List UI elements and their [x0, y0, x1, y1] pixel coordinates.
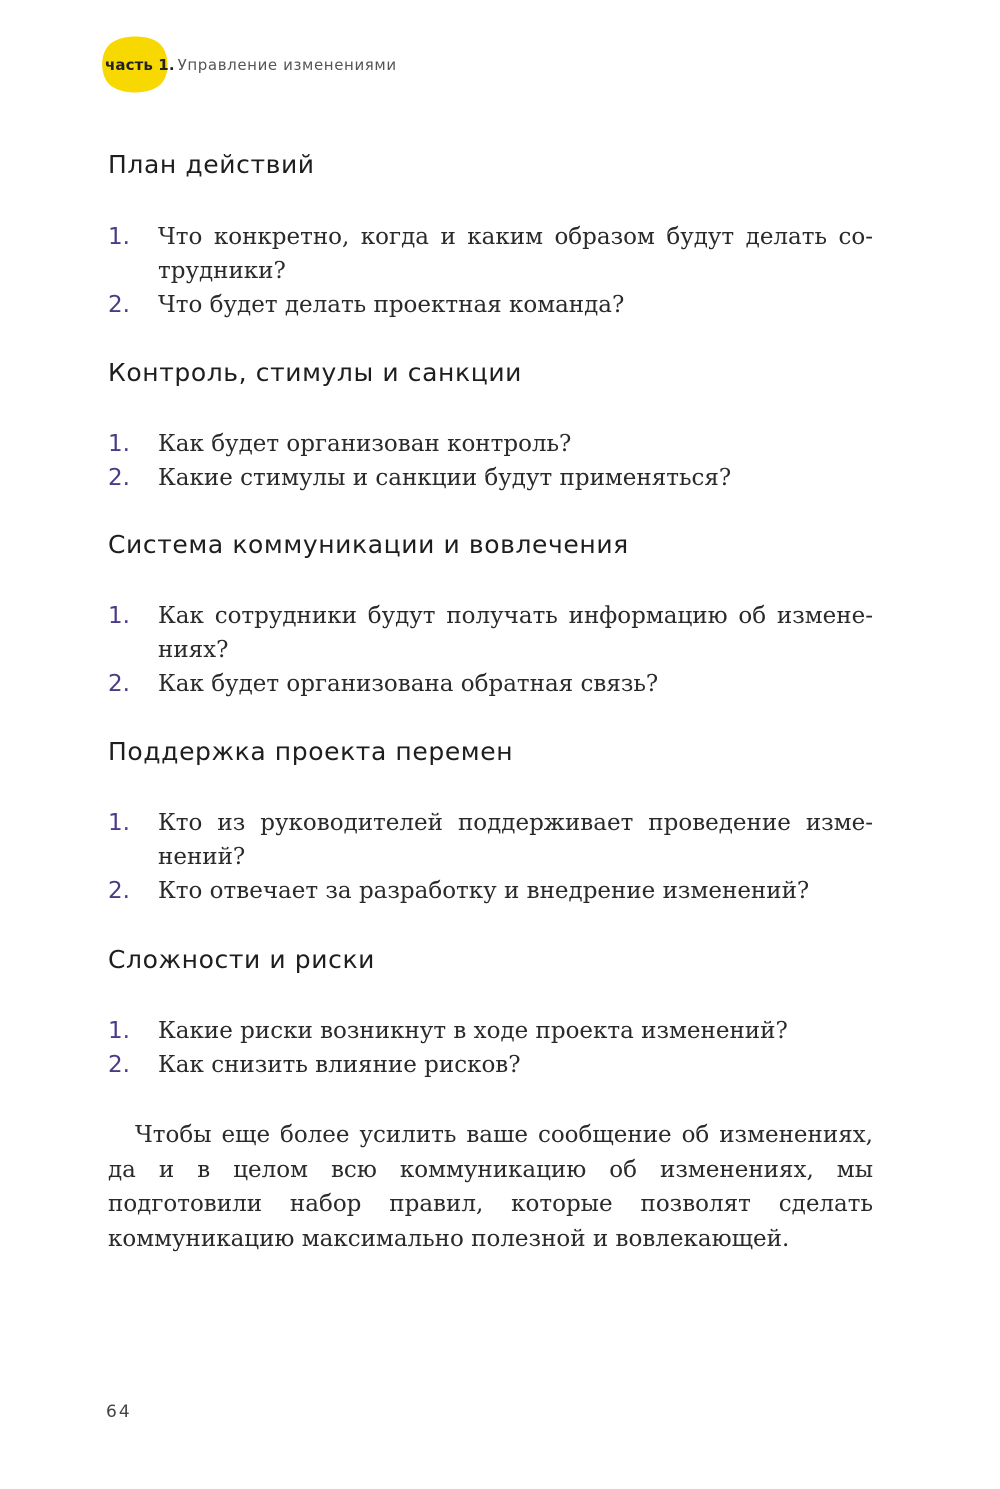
- chapter-title: Управление изменениями: [177, 56, 397, 74]
- list-item: [108, 667, 873, 701]
- list-item: [108, 427, 873, 461]
- section-communication: [108, 530, 873, 697]
- list-item: [108, 1048, 873, 1082]
- list-number: 1.: [108, 431, 130, 457]
- list-text: Как будет организован контроль?: [158, 431, 572, 457]
- section-heading: Система коммуникации и вовлечения: [108, 530, 629, 559]
- list-text: Какие риски возникнут в ходе проекта изменений?: [158, 1018, 788, 1044]
- list-item: [108, 288, 873, 322]
- list-number: 2.: [108, 671, 130, 697]
- question-list: [108, 427, 873, 495]
- section-control: [108, 358, 873, 491]
- section-action-plan: [108, 150, 873, 318]
- section-risks: [108, 945, 873, 1078]
- list-item: [108, 220, 873, 288]
- section-heading: План действий: [108, 150, 315, 179]
- list-number: 2.: [108, 292, 130, 318]
- list-text: Кто из руководителей поддерживает проведение изменений?: [158, 810, 873, 870]
- list-item: [108, 806, 873, 874]
- question-list: [108, 806, 873, 908]
- list-text: Как будет организована обратная связь?: [158, 671, 659, 697]
- list-text: Какие стимулы и санкции будут применяться?: [158, 465, 732, 491]
- section-heading: Сложности и риски: [108, 945, 375, 974]
- question-list: [108, 599, 873, 701]
- list-item: [108, 599, 873, 667]
- list-number: 2.: [108, 878, 130, 904]
- list-number: 2.: [108, 1052, 130, 1078]
- list-number: 1.: [108, 603, 130, 629]
- list-number: 1.: [108, 224, 130, 250]
- list-item: [108, 461, 873, 495]
- question-list: [108, 220, 873, 322]
- question-list: [108, 1014, 873, 1082]
- section-heading: Поддержка проекта перемен: [108, 737, 514, 766]
- running-header: [96, 36, 397, 94]
- list-text: Что будет делать проектная команда?: [158, 292, 625, 318]
- section-heading: Контроль, стимулы и санкции: [108, 358, 523, 387]
- list-text: Как снизить влияние рисков?: [158, 1052, 521, 1078]
- list-text: Как сотрудники будут получать информацию об изменениях?: [158, 603, 873, 663]
- list-text: Что конкретно, когда и каким образом будут делать сотрудники?: [158, 224, 873, 284]
- list-number: 2.: [108, 465, 130, 491]
- page-number: 64: [106, 1402, 132, 1422]
- section-support: [108, 737, 873, 904]
- list-number: 1.: [108, 1018, 130, 1044]
- closing-paragraph: Чтобы еще более усилить ваше сообщение об изменениях, да и в целом всю коммуникацию об изменениях, мы подготовили набор правил, которые позволят сделать коммуникацию максимально полезной и вовлекающей.: [108, 1122, 873, 1252]
- list-number: 1.: [108, 810, 130, 836]
- list-item: [108, 874, 873, 908]
- list-item: [108, 1014, 873, 1048]
- part-label: часть 1.: [105, 56, 175, 74]
- list-text: Кто отвечает за разработку и внедрение изменений?: [158, 878, 810, 904]
